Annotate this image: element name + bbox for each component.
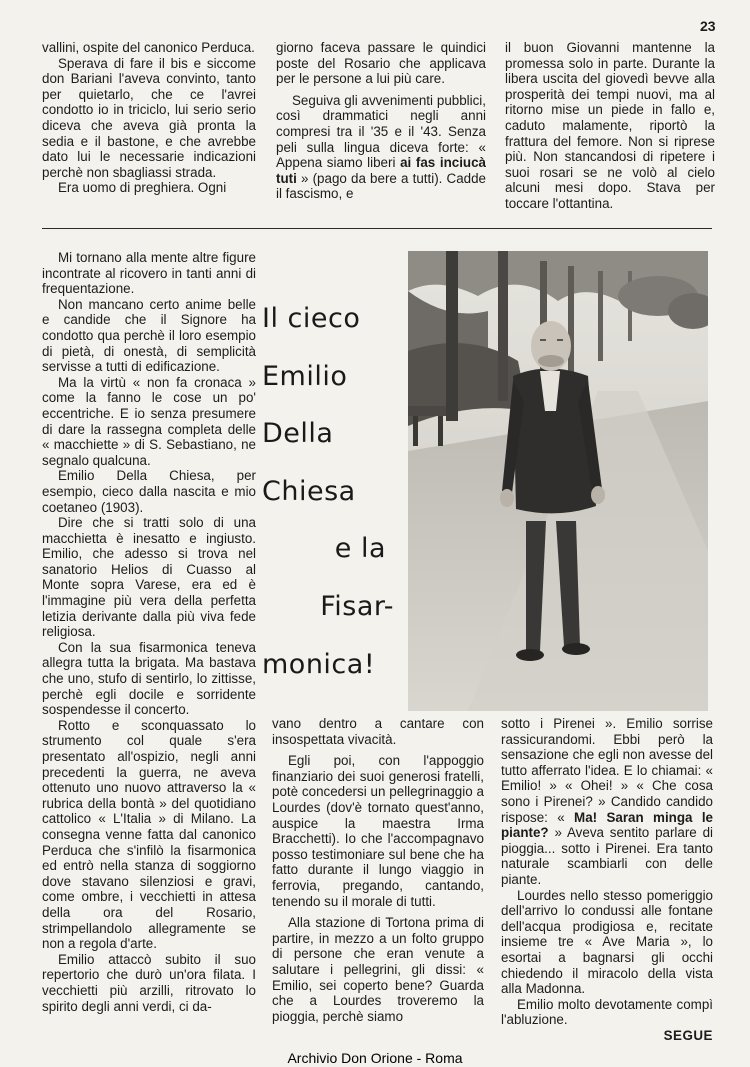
title-line: e la [334, 533, 386, 565]
title-line: monica! [262, 648, 376, 680]
photo-illustration [408, 251, 708, 711]
paragraph: Lourdes nello stesso pomeriggio dell'arrivo lo condussi alle fontane dell'acqua prodigiosa e, recitate insieme tre « Ave Maria », lo esortai a bagnarsi gli occhi chiedendo il miracolo della vista alla Madonna. [501, 887, 713, 997]
title-line: Chiesa [262, 475, 356, 507]
dialect-phrase: Ma! Saran minga le piante? [501, 809, 713, 841]
title-line: Emilio [262, 360, 348, 392]
paragraph: Dire che si tratti solo di una macchietta è inesatto e ingiusto. Emilio, che adesso si trova nel sanatorio Helios di Cuasso al Monte sopra Varese, era ed è l'immagine più vera della perfetta letizia derivante dalla più viva fede religiosa. [42, 515, 256, 640]
article-column-2 [272, 716, 484, 1024]
paragraph: vallini, ospite del canonico Perduca. [42, 40, 255, 55]
page-number: 23 [700, 18, 716, 34]
paragraph: Non mancano certo anime belle e candide che il Signore ha condotto qua perchè il loro esempio di pietà, di onestà, di semplicità servisse a tutti di edificazione. [42, 296, 256, 375]
paragraph: Con la sua fisarmonica teneva allegra tutta la brigata. Ma bastava che uno, stufo di sentirlo, lo zittisse, perchè egli docile e sorridente sospendesse il concerto. [42, 639, 256, 718]
dialect-phrase: ai fas inciucà tuti [276, 155, 487, 186]
paragraph: Emilio attaccò subito il suo repertorio che durò un'ora filata. I vecchietti più arzilli, ritrovato lo spirito degli anni verdi, ci da- [42, 951, 256, 1014]
title-line: Fisar- [320, 590, 394, 622]
top-column-2 [276, 40, 486, 202]
text-run: » Aveva sentito parlare di pioggia... sotto i Pirenei. Era tanto naturale scambiarli con delle piante. [501, 825, 713, 887]
paragraph: il buon Giovanni mantenne la promessa solo in parte. Durante la libera uscita del giovedì bevve alla prosperità dei tempi nuovi, ma al ritorno mise un piede in fallo e, caduto malamente, riportò la frattura del femore. Non si riprese più. Non stancandosi di ripetere i suoi rosari se ne volò al cielo alcuni mesi dopo. Stava per toccare l'ottantina. [505, 40, 715, 211]
continued-label: SEGUE [663, 1027, 713, 1043]
paragraph [501, 716, 713, 888]
paragraph: Rotto e sconquassato lo strumento col quale s'era presentato all'ospizio, negli anni precedenti la guerra, ne aveva ottenuto uno nuovo attraverso la « rubrica della bontà » del quotidiano cattolico « L'Italia » di Milano. La consegna venne fatta dal canonico Perduca che s'infilò la fisarmonica ed entrò nella stanza di soggiorno dove stavano silenziosi e gravi, come ombre, i vecchietti in attesa della ora del Rosario, strimpellandolo allegramente se non a regola d'arte. [42, 717, 256, 952]
paragraph: Sperava di fare il bis e siccome don Bariani l'aveva convinto, tanto per quietarlo, che ce l'avrei condotto io in triciclo, lui serio serio diceva che aveva già pronta la sedia e il bastone, e che avrebbe dato lui le necessarie indicazioni perchè non sbagliassi strada. [42, 55, 256, 180]
paragraph: Alla stazione di Tortona prima di partire, in mezzo a un folto gruppo di persone che eran venute a salutare i pellegrini, gli dissi: « Emilio, sei coperto bene? Guarda che a Lourdes troveremo la pioggia, perchè siamo [272, 915, 484, 1024]
article-title [262, 290, 404, 693]
title-line: Della [262, 418, 334, 450]
photo-emilio [408, 251, 708, 711]
article-column-3 [501, 716, 713, 1043]
paragraph: Emilio Della Chiesa, per esempio, cieco dalla nascita e mio coetaneo (1903). [42, 468, 256, 515]
top-column-3 [505, 40, 715, 212]
section-divider [42, 228, 712, 229]
paragraph: Egli poi, con l'appoggio finanziario dei suoi generosi fratelli, potè concedersi un pellegrinaggio a Lourdes (dov'è tornato quest'anno, auspice la maestra Irma Bracchetti). Io che l'accompagnavo posso testimoniare sul bene che ha fatto durante il lungo viaggio in ferrovia, pregando, cantando, tenendo su il morale di tutti. [272, 753, 484, 909]
paragraph [276, 93, 486, 202]
paragraph: vano dentro a cantare con insospettata vivacità. [272, 716, 484, 747]
paragraph: giorno faceva passare le quindici poste del Rosario che applicava per le persone a lui più care. [276, 40, 486, 87]
text-run: Seguiva gli avvenimenti pubblici, così drammatici negli anni compresi tra il '35 e il '43. Senza peli sulla lingua diceva forte: « Appena siamo liberi [276, 92, 486, 171]
paragraph: Era uomo di preghiera. Ogni [58, 180, 227, 196]
paragraph: Mi tornano alla mente altre figure incontrate al ricovero in tanti anni di frequentazione. [42, 250, 256, 297]
title-line: Il cieco [262, 303, 361, 334]
paragraph: Emilio molto devotamente compì l'abluzione. [501, 996, 713, 1028]
text-run: » (pago da bere a tutti). Cadde il fascismo, e [276, 170, 486, 202]
text-run: sotto i Pirenei ». Emilio sorrise rassicurandomi. Ebbi però la sensazione che egli non avesse del tutto afferrato l'idea. E lo chiamai: « Emilio! » « Ohei! » « Che cosa sono i Pirenei? » Candido candido rispose: « [501, 716, 713, 825]
paragraph: Ma la virtù « non fa cronaca » come la fanno le cose un po' eccentriche. E io senza presumere di dare la rassegna completa delle « macchiette » di S. Sebastiano, ne segnalo qualcuna. [42, 374, 256, 468]
article-column-1 [42, 250, 256, 1014]
top-column-1 [42, 40, 256, 196]
archive-footer: Archivio Don Orione - Roma [287, 1050, 463, 1066]
